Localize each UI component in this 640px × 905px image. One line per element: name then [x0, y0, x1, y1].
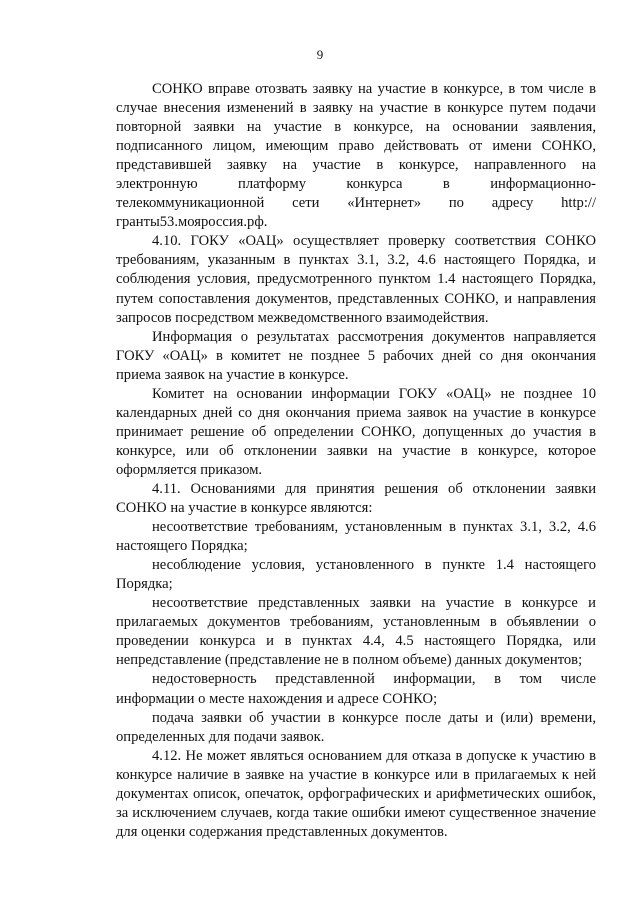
list-item-requirements: несоответствие требованиям, установленным в пунктах 3.1, 3.2, 4.6 настоящего Порядка; — [116, 519, 596, 555]
list-item-inaccuracy: недостоверность представленной информации, в том числе информации о месте нахождения и адресе СОНКО; — [116, 671, 596, 707]
list-item-documents: несоответствие представленных заявки на участие в конкурсе и прилагаемых документов требованиям, установленным в объявлении о проведении конкурса и в пунктах 4.4, 4.5 настоящего Порядка, или непредставление (представление не в полном объеме) данных документов; — [116, 595, 596, 669]
paragraph-review-results: Информация о результатах рассмотрения документов направляется ГОКУ «ОАЦ» в комитет не позднее 5 рабочих дней со дня окончания приема заявок на участие в конкурсе. — [116, 328, 596, 383]
page-number: 9 — [316, 47, 324, 62]
paragraph-committee-decision: Комитет на основании информации ГОКУ «ОАЦ» не позднее 10 календарных дней со дня окончания приема заявок на участие в конкурсе принимает решение об определении СОНКО, допущенных до участия в конкурсе, или об отклонении заявки на участие в конкурсе, которое оформляется приказом. — [116, 385, 596, 478]
list-item-condition: несоблюдение условия, установленного в пункте 1.4 настоящего Порядка; — [116, 557, 596, 593]
paragraph-withdrawal: СОНКО вправе отозвать заявку на участие в конкурсе, в том числе в случае внесения изменений в заявку на участие в конкурсе путем подачи повторной заявки на участие в конкурсе, на основании заявления, подписанного лицом, имеющим право действовать от имени СОНКО, представившей заявку на участие в конкурсе, направленного на электронную платформу конкурса в информационно-телекоммуникационной сети «Интернет» по адресу http://гранты53.мояроссия.рф. — [116, 81, 596, 231]
paragraph-4-11: 4.11. Основаниями для принятия решения об отклонении заявки СОНКО на участие в конкурсе являются: — [116, 480, 596, 517]
document-body — [116, 80, 596, 842]
paragraph-4-12: 4.12. Не может являться основанием для отказа в допуске к участию в конкурсе наличие в заявке на участие в конкурсе или в прилагаемых к ней документах описок, опечаток, орфографических и арифметических ошибок, за исключением случаев, когда такие ошибки имеют существенное значение для оценки содержания представленных документов. — [116, 747, 596, 840]
paragraph-4-10: 4.10. ГОКУ «ОАЦ» осуществляет проверку соответствия СОНКО требованиям, указанным в пунктах 3.1, 3.2, 4.6 настоящего Порядка, и соблюдения условия, предусмотренного пунктом 1.4 настоящего Порядка, путем сопоставления документов, представленных СОНКО, и направления запросов посредством межведомственного взаимодействия. — [116, 233, 596, 326]
list-item-late-submission: подача заявки об участии в конкурсе после даты и (или) времени, определенных для подачи заявок. — [116, 709, 596, 745]
